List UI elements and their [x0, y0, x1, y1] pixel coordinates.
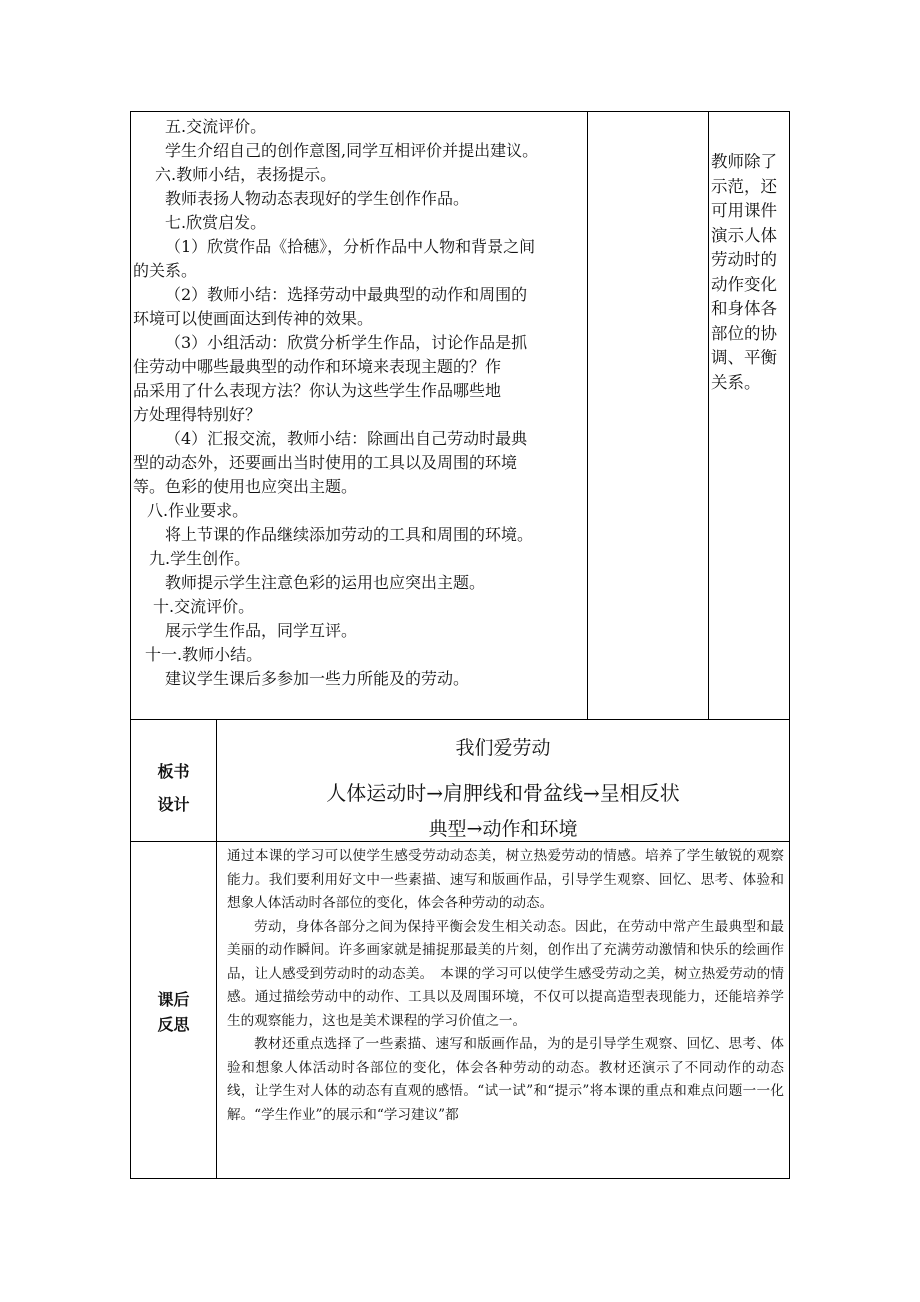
step-text: 教师表扬人物动态表现好的学生创作作品。	[165, 189, 470, 208]
step-heading: 十.交流评价。	[153, 597, 255, 616]
board-line-2: 典型→动作和环境	[428, 818, 578, 840]
col-divider-note	[708, 112, 709, 719]
step-text: （4）汇报交流，教师小结：除画出自己劳动时最典	[165, 429, 528, 448]
step-heading: 五.交流评价。	[165, 117, 267, 136]
step-text: 型的动态外，还要画出当时使用的工具以及周围的环境	[133, 453, 518, 472]
step-text: 教师提示学生注意色彩的运用也应突出主题。	[165, 573, 486, 592]
teacher-side-note: 教师除了示范，还可用课件演示人体劳动时的动作变化和身体各部位的协调、平衡关系。	[711, 152, 777, 392]
step-text: （3）小组活动：欣赏分析学生作品，讨论作品是抓	[165, 333, 528, 352]
step-heading: 六.教师小结，表扬提示。	[155, 165, 337, 184]
board-line-1: 人体运动时→肩胛线和骨盆线→呈相反状	[326, 781, 680, 805]
board-design-label: 板书 设计	[157, 762, 190, 814]
step-text: 住劳动中哪些最典型的动作和环境来表现主题的？作	[133, 357, 502, 376]
row-divider-reflection	[131, 841, 789, 842]
step-text: 将上节课的作品继续添加劳动的工具和周围的环境。	[165, 525, 534, 544]
step-text: 学生介绍自己的创作意图,同学互相评价并提出建议。	[165, 141, 539, 160]
reflection-text	[227, 845, 784, 1127]
row-divider-board	[131, 719, 789, 720]
step-text: （2）教师小结：选择劳动中最典型的动作和周围的	[165, 285, 528, 304]
step-text: （1）欣赏作品《拾穗》，分析作品中人物和背景之间	[165, 237, 536, 256]
reflection-label: 课后 反思	[157, 990, 190, 1034]
step-text: 环境可以使画面达到传神的效果。	[133, 309, 374, 328]
step-text: 展示学生作品，同学互评。	[165, 621, 358, 640]
reflection-paragraph: 教材还重点选择了一些素描、速写和版画作品，为的是引导学生观察、回忆、思考、体验和想象人体活动时各部位的变化，体会各种劳动的动态。教材还演示了不同动作的动态线，让学生对人体的动态有直观的感悟。“试一试”和“提示”将本课的重点和难点问题一一化解。“学生作业”的展示和“学习建议”都	[227, 1036, 784, 1123]
step-heading: 九.学生创作。	[149, 549, 251, 568]
reflection-paragraph: 劳动，身体各部分之间为保持平衡会发生相关动态。因此，在劳动中常产生最典型和最美丽的动作瞬间。许多画家就是捕捉那最美的片刻，创作出了充满劳动激情和快乐的绘画作品，让人感受到劳动时的动态美。 本课的学习可以使学生感受劳动之美，树立热爱劳动的情感。通过描绘劳动中的动作、工具以及周围环境，不仅可以提高造型表现能力，还能培养学生的观察能力，这也是美术课程的学习价值之一。	[227, 918, 784, 1029]
lesson-plan-table	[130, 111, 790, 1179]
step-heading: 十一.教师小结。	[145, 645, 263, 664]
step-heading: 七.欣赏启发。	[165, 213, 267, 232]
lesson-steps	[133, 115, 588, 691]
step-text: 品采用了什么表现方法？你认为这些学生作品哪些地	[133, 381, 502, 400]
step-text: 建议学生课后多参加一些力所能及的劳动。	[165, 669, 470, 688]
step-text: 等。色彩的使用也应突出主题。	[133, 477, 358, 496]
step-text: 方处理得特别好？	[133, 405, 262, 424]
reflection-paragraph: 通过本课的学习可以使学生感受劳动动态美，树立热爱劳动的情感。培养了学生敏锐的观察能力。我们要利用好文中一些素描、速写和版画作品，引导学生观察、回忆、思考、体验和想象人体活动时各部位的变化，体会各种劳动的动态。	[227, 848, 784, 911]
step-heading: 八.作业要求。	[147, 501, 249, 520]
board-title: 我们爱劳动	[455, 737, 551, 759]
step-text: 的关系。	[133, 261, 198, 280]
